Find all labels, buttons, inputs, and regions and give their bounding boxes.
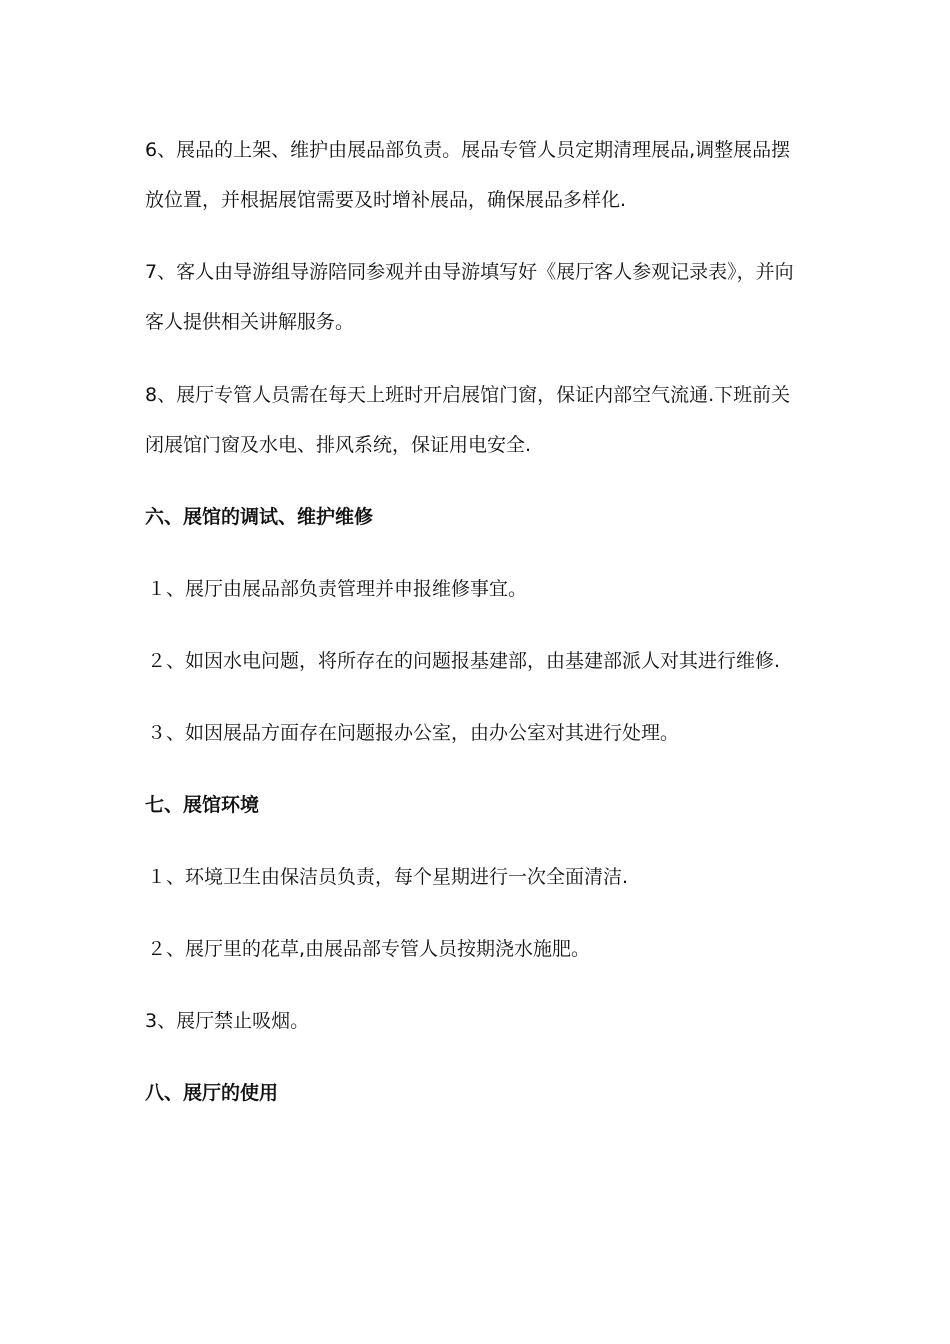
section-7-heading: 七、展馆环境 bbox=[145, 794, 260, 816]
paragraph-6-line-1: 6、展品的上架、维护由展品部负责。展品专管人员定期清理展品,调整展品摆 bbox=[145, 139, 791, 161]
section-6-item-1: １、展厅由展品部负责管理并申报维修事宜。 bbox=[147, 578, 528, 600]
section-8-heading: 八、展厅的使用 bbox=[145, 1082, 279, 1104]
section-7-item-2: ２、展厅里的花草,由展品部专管人员按期浇水施肥。 bbox=[147, 938, 591, 960]
section-7-item-1: １、环境卫生由保洁员负责，每个星期进行一次全面清洁. bbox=[147, 866, 629, 888]
section-6-heading: 六、展馆的调试、维护维修 bbox=[145, 506, 374, 528]
paragraph-7-line-2: 客人提供相关讲解服务。 bbox=[145, 311, 355, 333]
paragraph-6-line-2: 放位置，并根据展馆需要及时增补展品，确保展品多样化. bbox=[145, 189, 627, 211]
paragraph-8-line-2: 闭展馆门窗及水电、排风系统，保证用电安全. bbox=[145, 434, 532, 456]
section-7-item-3: 3、展厅禁止吸烟。 bbox=[145, 1010, 310, 1032]
section-6-item-3: ３、如因展品方面存在问题报办公室，由办公室对其进行处理。 bbox=[147, 722, 680, 744]
paragraph-7-line-1: 7、客人由导游组导游陪同参观并由导游填写好《展厅客人参观记录表》，并向 bbox=[145, 261, 794, 283]
section-6-item-2: ２、如因水电问题，将所存在的问题报基建部，由基建部派人对其进行维修. bbox=[147, 650, 781, 672]
paragraph-8-line-1: 8、展厅专管人员需在每天上班时开启展馆门窗，保证内部空气流通.下班前关 bbox=[145, 384, 791, 406]
